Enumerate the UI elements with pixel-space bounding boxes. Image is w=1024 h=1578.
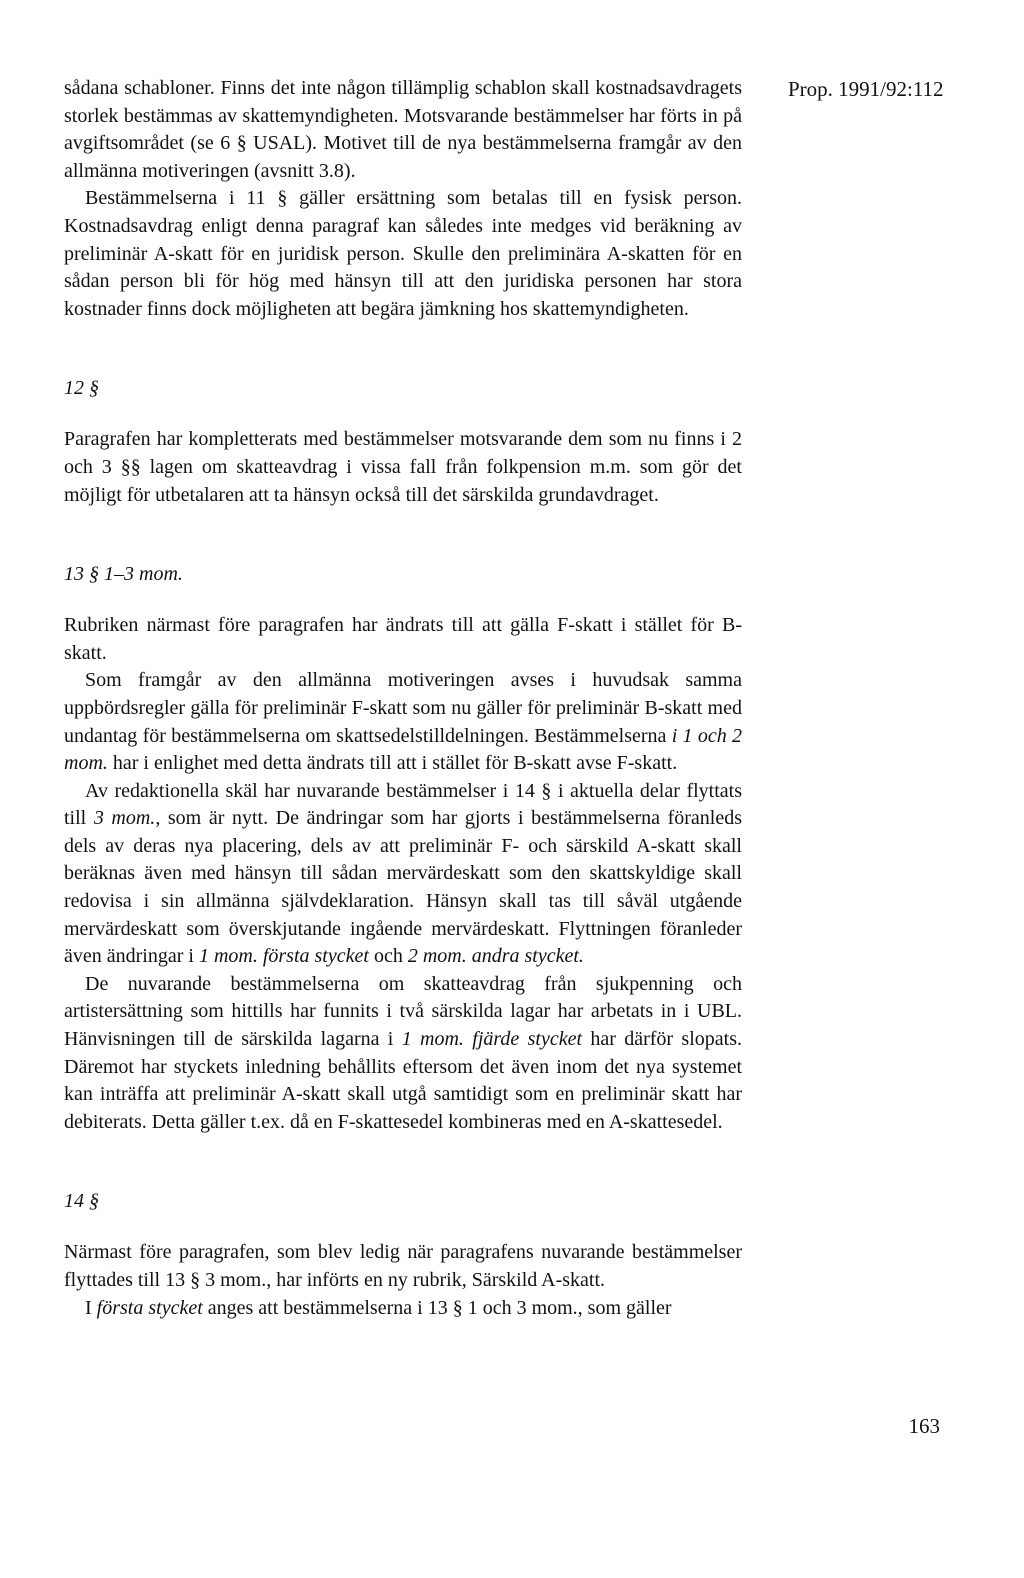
spacer [64,402,742,426]
body-text [64,75,742,1322]
spacer [64,588,742,612]
spacer [64,509,742,561]
italic-reference: 3 mom. [93,807,156,830]
paragraph: Rubriken närmast före paragrafen har ändrats till att gälla F-skatt i stället för B-skatt. [64,614,742,664]
spacer [64,323,742,375]
margin-reference: Prop. 1991/92:112 [788,77,944,101]
spacer [64,1215,742,1239]
italic-reference: i 1 och 2 mom. [64,724,742,775]
italic-reference: 1 mom. fjärde stycket [401,1028,583,1051]
italic-reference: 1 mom. första stycket [198,945,369,968]
text-run: och [368,945,408,968]
paragraph [64,778,742,971]
text-run: De nuvarande bestämmelserna om skatteavdrag från sjukpenning och artistersättning som hittills har funnits i två särskilda lagar har arbetats in i UBL. Hänvisningen till de särskilda lagarna i [64,972,742,1051]
section-heading-12: 12 § [64,377,99,400]
paragraph: Närmast före paragrafen, som blev ledig när paragrafens nuvarande bestämmelser flyttades till 13 § 3 mom., har införts en ny rubrik, Särskild A-skatt. [64,1241,742,1291]
section-heading-13: 13 § 1–3 mom. [64,563,183,586]
text-run: har därför slopats. Däremot har styckets inledning behållits eftersom det även inom det nya systemet kan inträffa att preliminär A-skatt skall utgå samtidigt som en preliminär skatt har debiterats. Detta gäller t.ex. då en F-skattesedel kombineras med en A-skattesedel. [64,1028,742,1133]
text-run: anges att bestämmelserna i 13 § 1 och 3 mom., som gäller [202,1296,672,1319]
paragraph: sådana schabloner. Finns det inte någon tillämplig schablon skall kostnadsavdragets storlek bestämmas av skattemyndigheten. Motsvarande bestämmelser har förts in på avgiftsområdet (se 6 § USAL). Motivet till de nya bestämmelserna framgår av den allmänna motiveringen (avsnitt 3.8). [64,77,742,182]
text-run: Av redaktionella skäl har nuvarande bestämmelser i 14 § i aktuella delar flyttats till [64,779,742,830]
paragraph: Bestämmelserna i 11 § gäller ersättning som betalas till en fysisk person. Kostnadsavdrag enligt denna paragraf kan således inte medges vid beräkning av preliminär A-skatt för en juridisk person. Skulle den preliminära A-skatten för en sådan person bli för hög med hänsyn till att den juridiska personen har stora kostnader finns dock möjligheten att begära jämkning hos skattemyndigheten. [64,187,742,320]
section-heading-14: 14 § [64,1190,99,1213]
paragraph [64,667,742,777]
page-number: 163 [908,1414,940,1438]
text-run: , som är nytt. De ändringar som har gjorts i bestämmelserna föranleds dels av deras nya placering, dels av att preliminär F- och särskild A-skatt skall beräknas även med hänsyn till sådan mervärdeskatt som den skattskyldige skall redovisa i sin allmänna självdeklaration. Hänsyn skall tas till såväl utgående mervärdeskatt som överskjutande ingående mervärdeskatt. Flyttningen föranleder även ändringar i [64,807,743,968]
spacer [64,1136,742,1188]
paragraph [64,971,742,1137]
paragraph: Paragrafen har kompletterats med bestämmelser motsvarande dem som nu finns i 2 och 3 §§ lagen om skatteavdrag i vissa fall från folkpension m.m. som gör det möjligt för utbetalaren att ta hänsyn också till det särskilda grundavdraget. [64,428,742,506]
text-run: Som framgår av den allmänna motiveringen avses i huvudsak samma uppbördsregler gälla för preliminär F-skatt som nu gäller för preliminär B-skatt med undantag för bestämmelserna om skattsedelstilldelningen. Bestämmelserna [64,669,742,747]
text-run: har i enlighet med detta ändrats till att i stället för B-skatt avse F-skatt. [107,752,678,775]
text-run: I [85,1296,97,1319]
italic-reference: 2 mom. andra stycket. [407,945,584,968]
paragraph [64,1295,742,1323]
italic-reference: första stycket [96,1296,203,1319]
